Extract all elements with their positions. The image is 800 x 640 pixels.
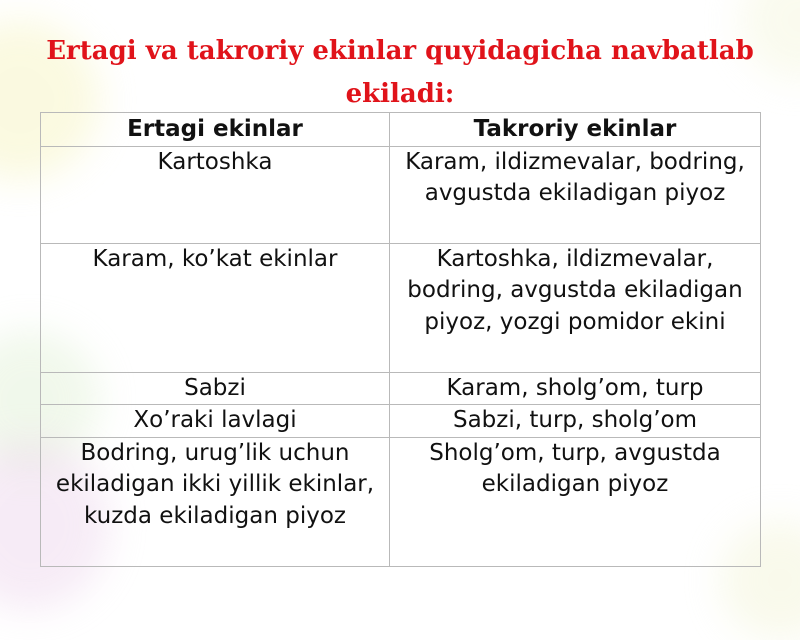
crop-rotation-table — [40, 112, 761, 567]
table-row — [41, 437, 761, 566]
table-cell: Xo’raki lavlagi — [41, 405, 390, 438]
table-cell: Karam, sholg’om, turp — [390, 372, 761, 405]
header-early-crops: Ertagi ekinlar — [41, 113, 390, 147]
header-repeat-crops: Takroriy ekinlar — [390, 113, 761, 147]
table-cell: Sabzi — [41, 372, 390, 405]
table-row — [41, 405, 761, 438]
slide-title: Ertagi va takroriy ekinlar quyidagicha navbatlab ekiladi: — [46, 36, 754, 109]
table-cell: Bodring, urug’lik uchun ekiladigan ikki yillik ekinlar, kuzda ekiladigan piyoz — [41, 437, 390, 566]
table-cell: Kartoshka, ildizmevalar, bodring, avgustda ekiladigan piyoz, yozgi pomidor ekini — [390, 243, 761, 372]
table-cell: Sabzi, turp, sholg’om — [390, 405, 761, 438]
table-row — [41, 243, 761, 372]
table-cell: Sholg’om, turp, avgustda ekiladigan piyoz — [390, 437, 761, 566]
table-row — [41, 146, 761, 243]
table-cell: Karam, ildizmevalar, bodring, avgustda ekiladigan piyoz — [390, 146, 761, 243]
table-row — [41, 372, 761, 405]
table-header-row — [41, 113, 761, 147]
table-cell: Karam, ko’kat ekinlar — [41, 243, 390, 372]
table-cell: Kartoshka — [41, 146, 390, 243]
